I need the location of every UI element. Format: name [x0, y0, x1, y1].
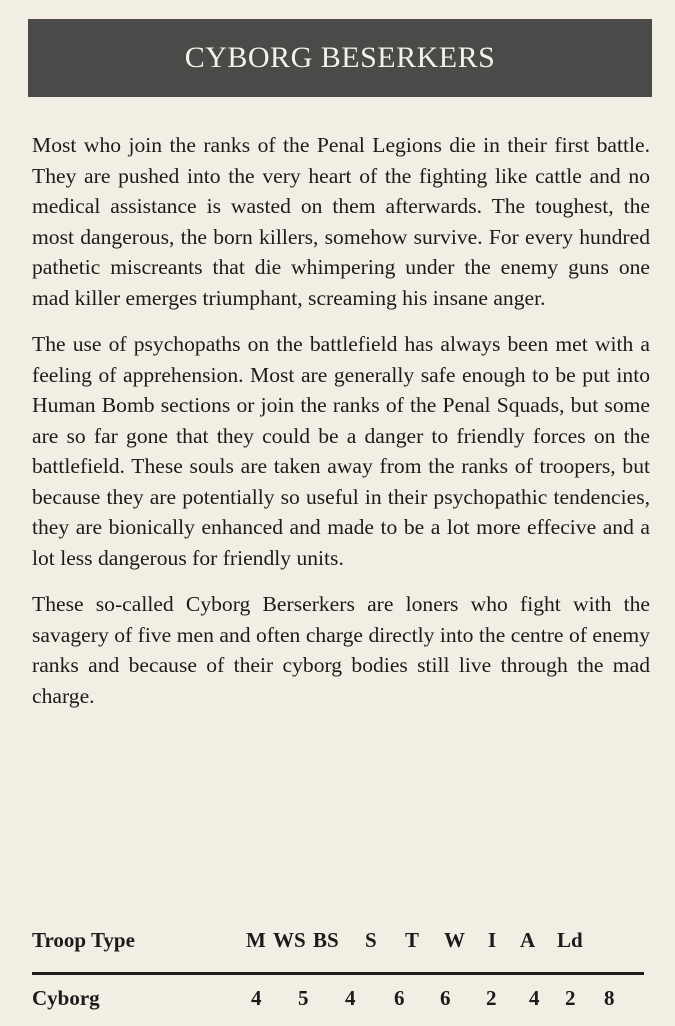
header-m: M: [246, 928, 266, 952]
header-a: A: [520, 928, 536, 952]
cell-s: 6: [394, 986, 405, 1010]
paragraph-2: The use of psychopaths on the battlefield has always been met with a feeling of apprehension. Most are generally safe enough to be put into Human Bomb sections or join the ranks of the Penal Squads, but some are so far gone that they could be a danger to friendly forces on the battlefield. These souls are taken away from the ranks of troopers, but because they are potentially so useful in their psychopathic tendencies, they are bionically enhanced and made to be a lot more effecive and a lot less dangerous for friendly units.: [32, 332, 650, 570]
header-s: S: [365, 928, 377, 952]
header-bs: BS: [313, 928, 339, 952]
table-row: [32, 986, 647, 1026]
paragraph-3: These so-called Cyborg Berserkers are loners who fight with the savagery of five men and often charge directly into the centre of enemy ranks and because of their cyborg bodies still live through the mad charge.: [32, 592, 650, 708]
header-i: I: [488, 928, 497, 952]
header-troop-type: Troop Type: [32, 928, 135, 952]
cell-bs: 4: [345, 986, 356, 1010]
cell-i: 4: [529, 986, 540, 1010]
cell-w: 2: [486, 986, 497, 1010]
table-divider: [32, 972, 644, 975]
cell-ws: 5: [298, 986, 309, 1010]
stats-table: [32, 928, 647, 1010]
cell-a: 2: [565, 986, 576, 1010]
header-ld: Ld: [557, 928, 583, 952]
page-title: CYBORG BESERKERS: [184, 41, 496, 74]
paragraph-1: Most who join the ranks of the Penal Legions die in their first battle. They are pushed into the very heart of the fighting like cattle and no medical assistance is wasted on them afterwards. The toughest, the most dangerous, the born killers, somehow survive. For every hundred pathetic miscreants that die whimpering under the enemy guns one mad killer emerges triumphant, screaming his insane anger.: [32, 133, 650, 310]
cell-m: 4: [251, 986, 262, 1010]
body-text: [32, 130, 650, 727]
header-w: W: [444, 928, 465, 952]
title-banner: [28, 19, 652, 97]
header-t: T: [405, 928, 420, 952]
cell-troop-type: Cyborg: [32, 986, 100, 1010]
cell-t: 6: [440, 986, 451, 1010]
header-ws: WS: [273, 928, 306, 952]
cell-ld: 8: [604, 986, 615, 1010]
stats-header-row: [32, 928, 647, 968]
